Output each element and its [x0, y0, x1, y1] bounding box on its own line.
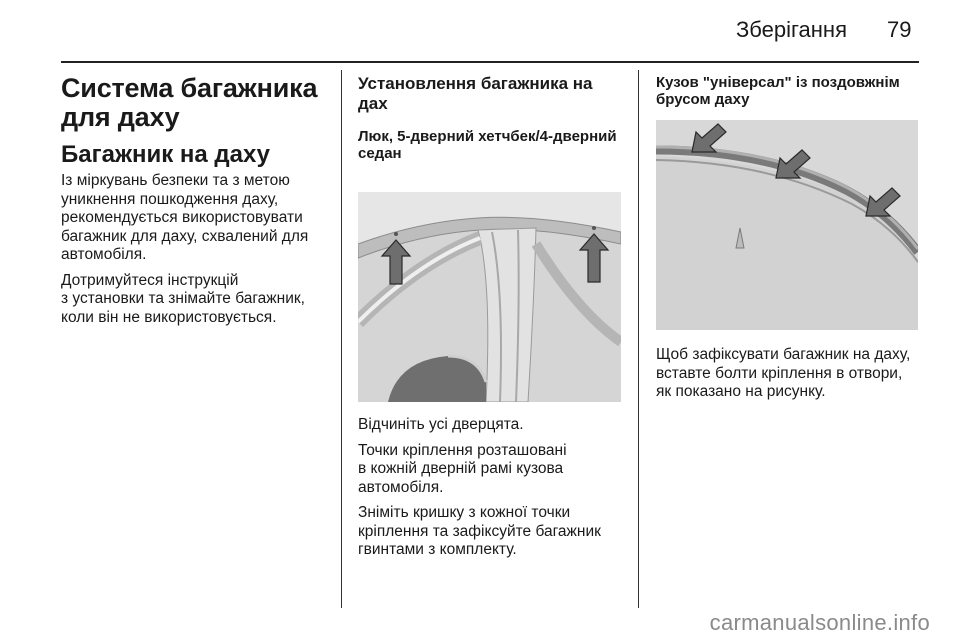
column-divider-2: [638, 70, 639, 608]
page-number: 79: [887, 17, 912, 42]
section-title: Кузов "універсал" із поздовжнім брусом даху: [656, 74, 900, 108]
paragraph-instructions: Дотримуйтеся інструкцій з установки та знімайте багажник, коли він не використовується.: [61, 271, 305, 326]
paragraph-safety: Із міркувань безпеки та з метою уникнення пошкодження даху, рекомендується використовувати багажник для даху, схвалений для автомобіля.: [61, 172, 309, 263]
paragraph-fix-rack: Щоб зафіксувати багажник на даху, вставте болти кріплення в отвори, як показано на рисунку.: [656, 346, 911, 400]
subsection-title: Люк, 5-дверний хетчбек/4-дверний седан: [358, 128, 617, 162]
column-roof-rack-system: [61, 74, 329, 327]
column-wagon-roof-rails: [656, 74, 924, 402]
paragraph-mounting-points: Точки кріплення розташовані в кожній дверній рамі кузова автомобіля.: [358, 441, 567, 496]
paragraph-remove-covers: Зніміть кришку з кожної точки кріплення та зафіксуйте багажник гвинтами з комплекту.: [358, 504, 601, 558]
column-divider-1: [341, 70, 342, 608]
subsection-title: Багажник на даху: [61, 141, 270, 168]
site-watermark: carmanualsonline.info: [709, 610, 930, 635]
paragraph-open-doors: Відчиніть усі дверцята.: [358, 416, 524, 433]
chapter-title: Зберігання: [736, 17, 847, 42]
section-title: Установлення багажника на дах: [358, 74, 593, 113]
column-installing-rack: [358, 74, 626, 560]
section-title: Система багажника для даху: [61, 73, 318, 132]
roof-rail-mounting-holes-illustration: [656, 120, 918, 330]
header-divider: [61, 61, 919, 63]
door-frame-mounting-points-illustration: [358, 192, 621, 402]
